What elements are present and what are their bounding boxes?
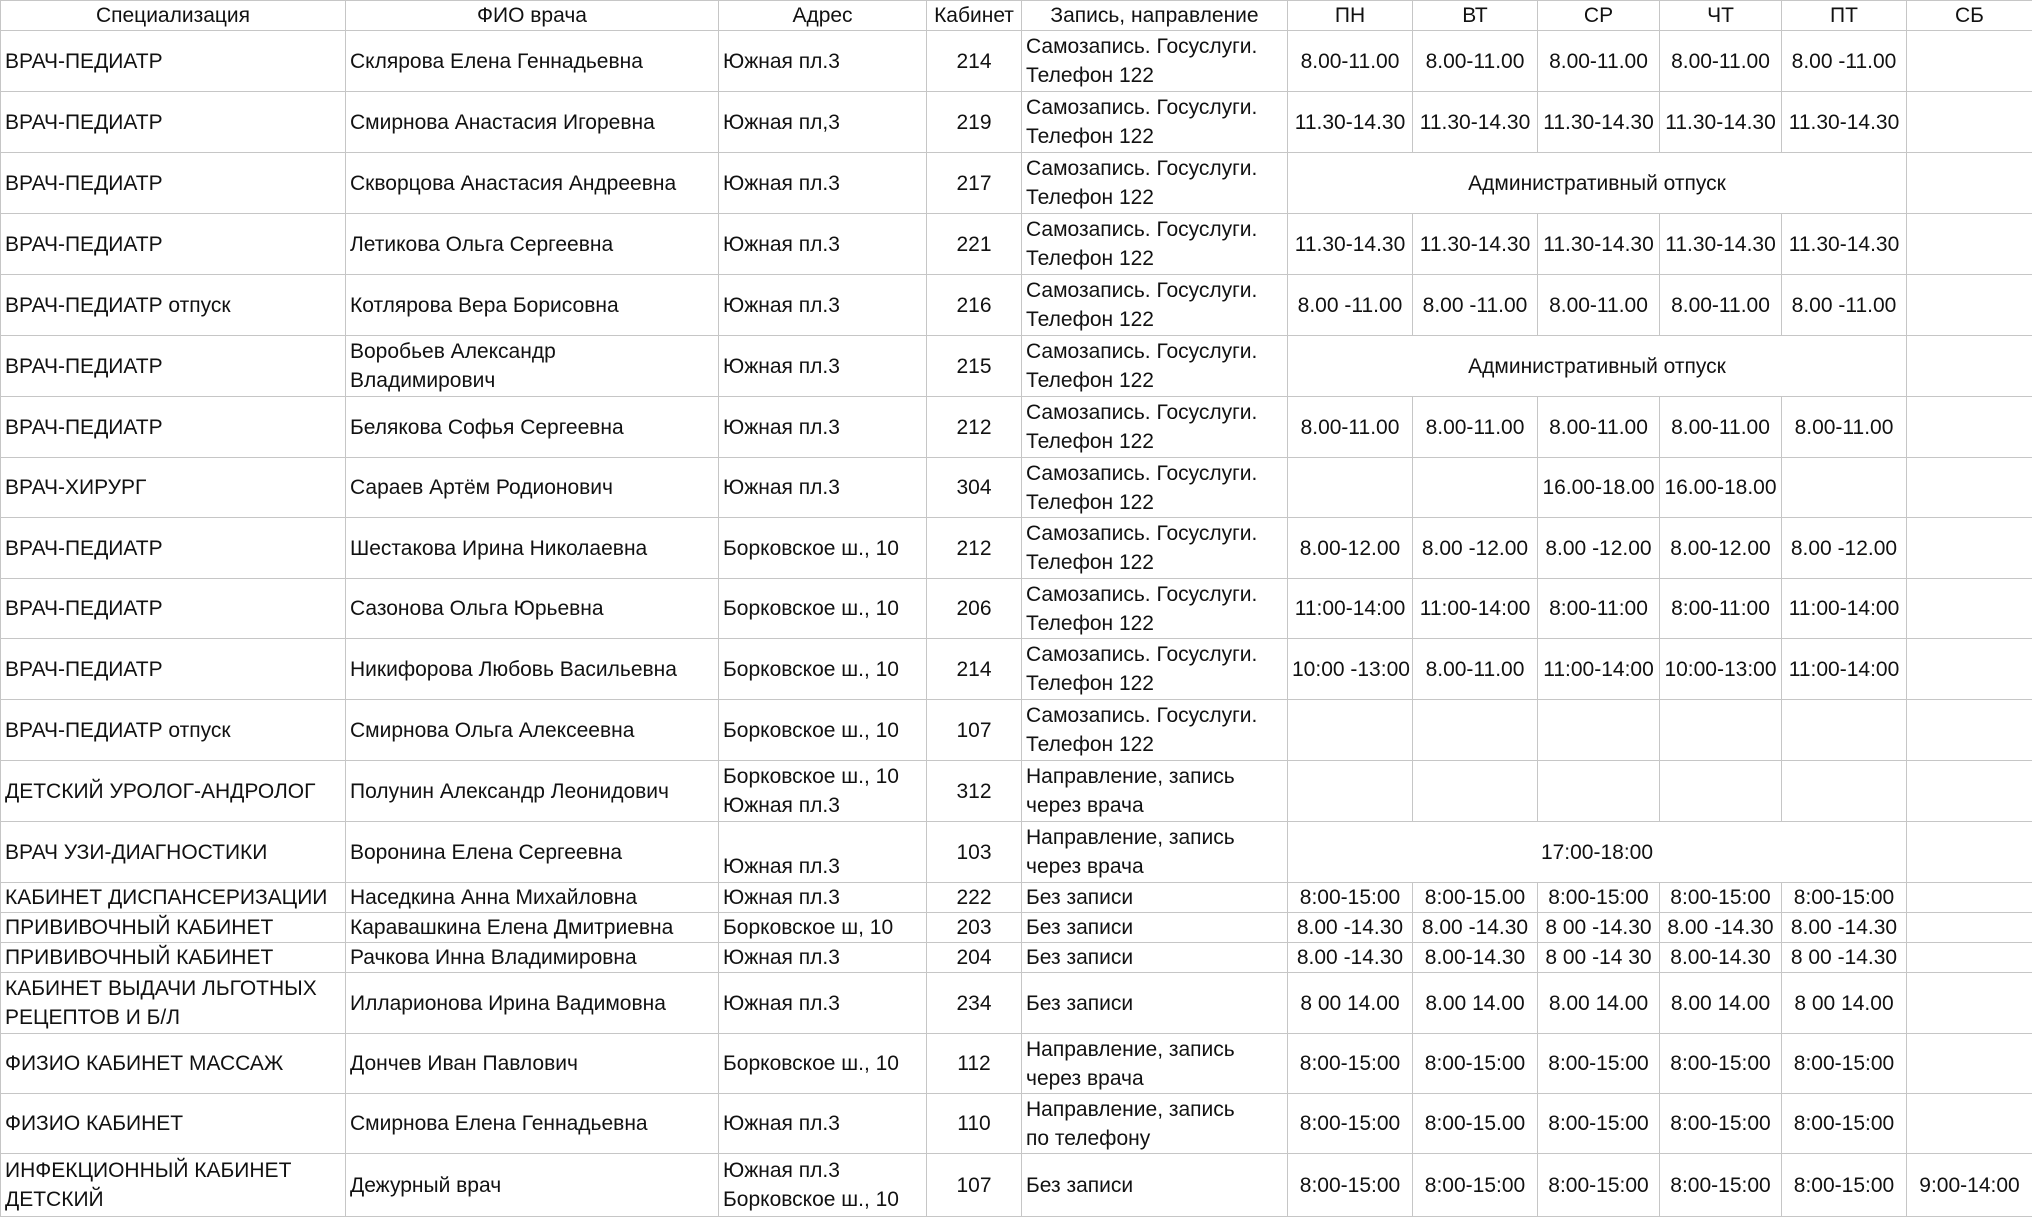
cell-cab[interactable]: 206 — [927, 579, 1022, 639]
cell-wed[interactable]: 8.00-11.00 — [1538, 397, 1660, 458]
cell-spec[interactable]: ВРАЧ-ПЕДИАТР отпуск — [1, 700, 346, 761]
cell-fri[interactable]: 8.00 -14.30 — [1782, 913, 1907, 943]
cell-wed[interactable]: 8.00-11.00 — [1538, 275, 1660, 336]
cell-wed[interactable]: 8.00 14.00 — [1538, 973, 1660, 1034]
cell-addr[interactable]: Южная пл.3 — [719, 31, 927, 92]
cell-sat[interactable] — [1907, 275, 2032, 336]
note-line: Телефон 122 — [1026, 672, 1154, 695]
cell-thu[interactable]: 8.00-12.00 — [1660, 518, 1782, 579]
cell-wed[interactable]: 8:00-15:00 — [1538, 1154, 1660, 1217]
note-line: Самозапись. Госуслуги. — [1026, 340, 1258, 363]
cell-fio[interactable]: Смирнова Елена Геннадьевна — [346, 1094, 719, 1154]
cell-fio[interactable]: Смирнова Анастасия Игоревна — [346, 92, 719, 153]
cell-sat[interactable] — [1907, 639, 2032, 700]
header-note[interactable]: Запись, направление — [1022, 1, 1288, 31]
cell-note[interactable]: Без записи — [1022, 973, 1288, 1034]
cell-cab[interactable]: 221 — [927, 214, 1022, 275]
table-row — [1, 913, 2032, 943]
cell-fri[interactable]: 8.00 -11.00 — [1782, 275, 1907, 336]
cell-tue[interactable] — [1413, 458, 1538, 518]
cell-tue[interactable]: 8.00-11.00 — [1413, 639, 1538, 700]
cell-addr[interactable]: Борковское ш, 10 — [719, 913, 927, 943]
cell-fio[interactable]: Наседкина Анна Михайловна — [346, 883, 719, 913]
cell-cab[interactable]: 222 — [927, 883, 1022, 913]
cell-fri[interactable]: 8 00 -14.30 — [1782, 943, 1907, 973]
cell-mon[interactable]: 10:00 -13:00 — [1288, 639, 1413, 700]
addr-line: Борковское ш., 10 — [723, 765, 899, 788]
cell-addr[interactable]: Борковское ш., 10 — [719, 518, 927, 579]
cell-fio[interactable]: Белякова Софья Сергеевна — [346, 397, 719, 458]
cell-tue[interactable] — [1413, 761, 1538, 822]
cell-thu[interactable]: 16.00-18.00 — [1660, 458, 1782, 518]
cell-cab[interactable]: 103 — [927, 822, 1022, 883]
spec-line: ИНФЕКЦИОННЫЙ КАБИНЕТ — [5, 1159, 292, 1182]
cell-sat[interactable] — [1907, 458, 2032, 518]
cell-tue[interactable]: 8.00 -11.00 — [1413, 275, 1538, 336]
table-row — [1, 943, 2032, 973]
cell-thu[interactable]: 8.00-14.30 — [1660, 943, 1782, 973]
cell-wed[interactable]: 8:00-15:00 — [1538, 1094, 1660, 1154]
note-line: Направление, запись — [1026, 1037, 1235, 1061]
cell-fio[interactable]: Илларионова Ирина Вадимовна — [346, 973, 719, 1034]
note-line: через врача — [1026, 855, 1144, 878]
cell-thu[interactable]: 8:00-15:00 — [1660, 1094, 1782, 1154]
cell-fri[interactable]: 8:00-15:00 — [1782, 883, 1907, 913]
cell-fio[interactable]: Летикова Ольга Сергеевна — [346, 214, 719, 275]
header-spec[interactable]: Специализация — [1, 1, 346, 31]
header-addr[interactable]: Адрес — [719, 1, 927, 31]
note-line: Направление, запись — [1026, 1097, 1235, 1121]
cell-cab[interactable]: 212 — [927, 397, 1022, 458]
cell-mon[interactable]: 8.00-12.00 — [1288, 518, 1413, 579]
cell-mon[interactable] — [1288, 700, 1413, 761]
cell-tue[interactable]: 8.00 14.00 — [1413, 973, 1538, 1034]
cell-mon[interactable]: 8:00-15:00 — [1288, 1154, 1413, 1217]
cell-fri[interactable] — [1782, 761, 1907, 822]
cell-sat[interactable] — [1907, 31, 2032, 92]
cell-note[interactable] — [1022, 579, 1288, 639]
table-row — [1, 336, 2032, 397]
cell-note[interactable] — [1022, 1034, 1288, 1094]
cell-cab[interactable]: 214 — [927, 639, 1022, 700]
header-cab[interactable]: Кабинет — [927, 1, 1022, 31]
note-line: Самозапись. Госуслуги. — [1026, 461, 1258, 485]
cell-thu[interactable] — [1660, 700, 1782, 761]
cell-note[interactable]: Без записи — [1022, 913, 1288, 943]
cell-tue[interactable]: 8.00-11.00 — [1413, 397, 1538, 458]
cell-mon[interactable]: 8.00 -14.30 — [1288, 943, 1413, 973]
cell-sat[interactable] — [1907, 518, 2032, 579]
table-row — [1, 458, 2032, 518]
header-thu[interactable]: ЧТ — [1660, 1, 1782, 31]
table-row — [1, 700, 2032, 761]
table-row — [1, 1034, 2032, 1094]
cell-thu[interactable]: 8.00-11.00 — [1660, 31, 1782, 92]
cell-fri[interactable] — [1782, 458, 1907, 518]
cell-mon[interactable]: 8.00-11.00 — [1288, 31, 1413, 92]
cell-fri[interactable]: 8.00 -11.00 — [1782, 31, 1907, 92]
cell-tue[interactable]: 11:00-14:00 — [1413, 579, 1538, 639]
cell-spec[interactable]: ПРИВИВОЧНЫЙ КАБИНЕТ — [1, 913, 346, 943]
cell-mon[interactable]: 8.00-11.00 — [1288, 397, 1413, 458]
cell-wed[interactable]: 11:00-14:00 — [1538, 639, 1660, 700]
cell-mon[interactable]: 8:00-15:00 — [1288, 1034, 1413, 1094]
cell-wed[interactable] — [1538, 761, 1660, 822]
cell-wed[interactable]: 8.00-11.00 — [1538, 31, 1660, 92]
cell-spec[interactable] — [1, 1154, 346, 1217]
cell-spec[interactable]: ВРАЧ-ПЕДИАТР — [1, 639, 346, 700]
cell-fri[interactable]: 11:00-14:00 — [1782, 579, 1907, 639]
cell-fio[interactable]: Дончев Иван Павлович — [346, 1034, 719, 1094]
cell-spec[interactable]: ВРАЧ-ПЕДИАТР — [1, 92, 346, 153]
cell-addr[interactable]: Южная пл.3 — [719, 883, 927, 913]
cell-sat[interactable] — [1907, 92, 2032, 153]
cell-fio[interactable] — [346, 336, 719, 397]
cell-addr[interactable]: Южная пл.3 — [719, 943, 927, 973]
cell-thu[interactable]: 8:00-15:00 — [1660, 1034, 1782, 1094]
cell-tue[interactable]: 8:00-15.00 — [1413, 883, 1538, 913]
cell-note[interactable]: Без записи — [1022, 1154, 1288, 1217]
note-line: Самозапись. Госуслуги. — [1026, 96, 1258, 119]
cell-mon[interactable]: 11:00-14:00 — [1288, 579, 1413, 639]
cell-note[interactable] — [1022, 639, 1288, 700]
note-line: Телефон 122 — [1026, 186, 1154, 209]
cell-cab[interactable]: 107 — [927, 700, 1022, 761]
addr-line: Южная пл.3 — [723, 1159, 840, 1182]
cell-addr[interactable] — [719, 822, 927, 883]
cell-mon[interactable] — [1288, 761, 1413, 822]
cell-addr[interactable]: Южная пл,3 — [719, 92, 927, 153]
cell-sat[interactable] — [1907, 973, 2032, 1034]
cell-wed[interactable]: 8:00-15:00 — [1538, 1034, 1660, 1094]
cell-fio[interactable]: Полунин Александр Леонидович — [346, 761, 719, 822]
fio-line: Владимирович — [350, 369, 496, 392]
note-line: Направление, запись — [1026, 765, 1235, 788]
cell-fio[interactable]: Дежурный врач — [346, 1154, 719, 1217]
cell-note[interactable] — [1022, 275, 1288, 336]
fio-line: Воробьев Александр — [350, 340, 556, 363]
cell-addr[interactable]: Борковское ш., 10 — [719, 1034, 927, 1094]
cell-fio[interactable]: Шестакова Ирина Николаевна — [346, 518, 719, 579]
cell-tue[interactable]: 11.30-14.30 — [1413, 214, 1538, 275]
cell-cab[interactable]: 312 — [927, 761, 1022, 822]
cell-cab[interactable]: 214 — [927, 31, 1022, 92]
cell-spec[interactable]: ВРАЧ-ПЕДИАТР — [1, 397, 346, 458]
cell-merged-schedule[interactable]: Административный отпуск — [1288, 153, 1907, 214]
addr-line: Южная пл.3 — [723, 855, 840, 878]
cell-fio[interactable]: Склярова Елена Геннадьевна — [346, 31, 719, 92]
cell-addr[interactable]: Южная пл.3 — [719, 214, 927, 275]
cell-note[interactable] — [1022, 1094, 1288, 1154]
cell-addr[interactable] — [719, 761, 927, 822]
cell-mon[interactable]: 8.00 -11.00 — [1288, 275, 1413, 336]
addr-line: Южная пл.3 — [723, 794, 840, 817]
note-line: Самозапись. Госуслуги. — [1026, 522, 1258, 545]
cell-fio[interactable]: Скворцова Анастасия Андреевна — [346, 153, 719, 214]
note-line: Самозапись. Госуслуги. — [1026, 401, 1258, 424]
cell-spec[interactable]: КАБИНЕТ ДИСПАНСЕРИЗАЦИИ — [1, 883, 346, 913]
table-row — [1, 822, 2032, 883]
cell-fio[interactable]: Сазонова Ольга Юрьевна — [346, 579, 719, 639]
cell-thu[interactable]: 11.30-14.30 — [1660, 92, 1782, 153]
note-line: по телефону — [1026, 1126, 1151, 1150]
header-fri[interactable]: ПТ — [1782, 1, 1907, 31]
cell-sat[interactable] — [1907, 700, 2032, 761]
cell-tue[interactable]: 8.00 -14.30 — [1413, 913, 1538, 943]
cell-thu[interactable]: 10:00-13:00 — [1660, 639, 1782, 700]
cell-addr[interactable]: Южная пл.3 — [719, 275, 927, 336]
cell-sat[interactable] — [1907, 913, 2032, 943]
cell-sat[interactable] — [1907, 761, 2032, 822]
cell-wed[interactable]: 8:00-11:00 — [1538, 579, 1660, 639]
cell-wed[interactable]: 8.00 -12.00 — [1538, 518, 1660, 579]
table-row — [1, 397, 2032, 458]
cell-fio[interactable]: Рачкова Инна Владимировна — [346, 943, 719, 973]
cell-merged-schedule[interactable]: 17:00-18:00 — [1288, 822, 1907, 883]
note-line: Телефон 122 — [1026, 369, 1154, 392]
cell-note[interactable]: Без записи — [1022, 883, 1288, 913]
cell-thu[interactable]: 8:00-11:00 — [1660, 579, 1782, 639]
table-row — [1, 579, 2032, 639]
note-line: Самозапись. Госуслуги. — [1026, 218, 1258, 241]
cell-addr[interactable]: Южная пл.3 — [719, 1094, 927, 1154]
cell-addr[interactable]: Южная пл.3 — [719, 336, 927, 397]
cell-cab[interactable]: 110 — [927, 1094, 1022, 1154]
note-line: Самозапись. Госуслуги. — [1026, 582, 1258, 606]
cell-spec[interactable]: ВРАЧ-ПЕДИАТР — [1, 336, 346, 397]
table-row — [1, 973, 2032, 1034]
note-line: Телефон 122 — [1026, 247, 1154, 270]
cell-wed[interactable]: 11.30-14.30 — [1538, 214, 1660, 275]
cell-cab[interactable]: 107 — [927, 1154, 1022, 1217]
cell-addr[interactable]: Южная пл.3 — [719, 973, 927, 1034]
note-line: через врача — [1026, 794, 1144, 817]
cell-sat[interactable] — [1907, 1034, 2032, 1094]
cell-sat[interactable] — [1907, 1094, 2032, 1154]
note-line: Телефон 122 — [1026, 308, 1154, 331]
cell-wed[interactable]: 8:00-15:00 — [1538, 883, 1660, 913]
cell-thu[interactable]: 8:00-15:00 — [1660, 883, 1782, 913]
cell-fio[interactable]: Сараев Артём Родионович — [346, 458, 719, 518]
cell-cab[interactable]: 112 — [927, 1034, 1022, 1094]
cell-tue[interactable]: 8.00-11.00 — [1413, 31, 1538, 92]
cell-note[interactable] — [1022, 458, 1288, 518]
cell-fio[interactable]: Котлярова Вера Борисовна — [346, 275, 719, 336]
cell-spec[interactable]: ВРАЧ-ПЕДИАТР — [1, 579, 346, 639]
note-line: Телефон 122 — [1026, 125, 1154, 148]
cell-addr[interactable]: Южная пл.3 — [719, 153, 927, 214]
table-row — [1, 153, 2032, 214]
cell-addr[interactable]: Южная пл.3 — [719, 397, 927, 458]
note-line: Самозапись. Госуслуги. — [1026, 279, 1258, 302]
table-row — [1, 639, 2032, 700]
table-row — [1, 761, 2032, 822]
table-row — [1, 92, 2032, 153]
spec-line: КАБИНЕТ ВЫДАЧИ ЛЬГОТНЫХ — [5, 977, 317, 1000]
cell-cab[interactable]: 216 — [927, 275, 1022, 336]
cell-mon[interactable]: 8:00-15:00 — [1288, 1094, 1413, 1154]
note-line: Телефон 122 — [1026, 551, 1154, 574]
cell-spec[interactable]: ВРАЧ-ПЕДИАТР — [1, 518, 346, 579]
cell-note[interactable] — [1022, 761, 1288, 822]
cell-tue[interactable]: 8:00-15.00 — [1413, 1094, 1538, 1154]
cell-spec[interactable]: ВРАЧ-ХИРУРГ — [1, 458, 346, 518]
cell-note[interactable] — [1022, 92, 1288, 153]
cell-fri[interactable]: 11:00-14:00 — [1782, 639, 1907, 700]
cell-spec[interactable]: ФИЗИО КАБИНЕТ — [1, 1094, 346, 1154]
cell-spec[interactable]: ВРАЧ-ПЕДИАТР отпуск — [1, 275, 346, 336]
cell-mon[interactable]: 8:00-15:00 — [1288, 883, 1413, 913]
table-row — [1, 31, 2032, 92]
cell-thu[interactable]: 11.30-14.30 — [1660, 214, 1782, 275]
cell-addr[interactable]: Борковское ш., 10 — [719, 700, 927, 761]
cell-addr[interactable]: Борковское ш., 10 — [719, 639, 927, 700]
cell-wed[interactable] — [1538, 700, 1660, 761]
cell-sat[interactable] — [1907, 153, 2032, 214]
cell-spec[interactable]: ВРАЧ-ПЕДИАТР — [1, 153, 346, 214]
cell-wed[interactable]: 11.30-14.30 — [1538, 92, 1660, 153]
cell-sat[interactable] — [1907, 943, 2032, 973]
cell-spec[interactable]: ВРАЧ-ПЕДИАТР — [1, 214, 346, 275]
cell-fio[interactable]: Никифорова Любовь Васильевна — [346, 639, 719, 700]
cell-wed[interactable]: 8 00 -14 30 — [1538, 943, 1660, 973]
cell-fri[interactable]: 11.30-14.30 — [1782, 214, 1907, 275]
cell-sat[interactable] — [1907, 336, 2032, 397]
header-mon[interactable]: ПН — [1288, 1, 1413, 31]
cell-sat[interactable] — [1907, 579, 2032, 639]
note-line: Самозапись. Госуслуги. — [1026, 643, 1258, 666]
cell-cab[interactable]: 219 — [927, 92, 1022, 153]
cell-note[interactable] — [1022, 31, 1288, 92]
cell-sat[interactable] — [1907, 883, 2032, 913]
table-row — [1, 883, 2032, 913]
cell-fri[interactable]: 8 00 14.00 — [1782, 973, 1907, 1034]
note-line: Телефон 122 — [1026, 611, 1154, 635]
cell-tue[interactable]: 8:00-15:00 — [1413, 1034, 1538, 1094]
cell-fri[interactable]: 8:00-15:00 — [1782, 1094, 1907, 1154]
note-line: через врача — [1026, 1066, 1144, 1090]
cell-cab[interactable]: 212 — [927, 518, 1022, 579]
header-fio[interactable]: ФИО врача — [346, 1, 719, 31]
cell-spec[interactable]: ВРАЧ УЗИ-ДИАГНОСТИКИ — [1, 822, 346, 883]
cell-fio[interactable]: Каравашкина Елена Дмитриевна — [346, 913, 719, 943]
table-row — [1, 275, 2032, 336]
cell-note[interactable] — [1022, 397, 1288, 458]
table-row — [1, 1154, 2032, 1217]
cell-note[interactable] — [1022, 336, 1288, 397]
cell-tue[interactable]: 8.00-14.30 — [1413, 943, 1538, 973]
cell-fri[interactable]: 8:00-15:00 — [1782, 1034, 1907, 1094]
cell-cab[interactable]: 234 — [927, 973, 1022, 1034]
spec-line: РЕЦЕПТОВ И Б/Л — [5, 1006, 181, 1029]
cell-cab[interactable]: 215 — [927, 336, 1022, 397]
cell-cab[interactable]: 203 — [927, 913, 1022, 943]
cell-tue[interactable]: 11.30-14.30 — [1413, 92, 1538, 153]
cell-merged-schedule[interactable]: Административный отпуск — [1288, 336, 1907, 397]
cell-thu[interactable]: 8.00 14.00 — [1660, 973, 1782, 1034]
addr-line: Борковское ш., 10 — [723, 1188, 899, 1211]
note-line: Телефон 122 — [1026, 64, 1154, 87]
cell-mon[interactable]: 11.30-14.30 — [1288, 92, 1413, 153]
cell-addr[interactable]: Борковское ш., 10 — [719, 579, 927, 639]
cell-mon[interactable]: 8.00 -14.30 — [1288, 913, 1413, 943]
note-line: Телефон 122 — [1026, 733, 1154, 756]
table-row — [1, 214, 2032, 275]
cell-sat[interactable] — [1907, 822, 2032, 883]
cell-thu[interactable]: 8.00 -14.30 — [1660, 913, 1782, 943]
cell-spec[interactable]: ДЕТСКИЙ УРОЛОГ-АНДРОЛОГ — [1, 761, 346, 822]
cell-note[interactable] — [1022, 518, 1288, 579]
cell-fri[interactable]: 8.00-11.00 — [1782, 397, 1907, 458]
cell-note[interactable] — [1022, 153, 1288, 214]
cell-thu[interactable]: 8:00-15:00 — [1660, 1154, 1782, 1217]
cell-tue[interactable]: 8:00-15:00 — [1413, 1154, 1538, 1217]
header-wed[interactable]: СР — [1538, 1, 1660, 31]
cell-spec[interactable]: ВРАЧ-ПЕДИАТР — [1, 31, 346, 92]
cell-wed[interactable]: 16.00-18.00 — [1538, 458, 1660, 518]
cell-fri[interactable]: 8.00 -12.00 — [1782, 518, 1907, 579]
header-sat[interactable]: СБ — [1907, 1, 2032, 31]
cell-fri[interactable]: 11.30-14.30 — [1782, 92, 1907, 153]
cell-spec[interactable] — [1, 973, 346, 1034]
cell-mon[interactable] — [1288, 458, 1413, 518]
cell-sat[interactable] — [1907, 214, 2032, 275]
note-line: Телефон 122 — [1026, 490, 1154, 514]
cell-addr[interactable]: Южная пл.3 — [719, 458, 927, 518]
cell-thu[interactable]: 8.00-11.00 — [1660, 397, 1782, 458]
note-line: Самозапись. Госуслуги. — [1026, 35, 1258, 58]
table-row — [1, 1094, 2032, 1154]
cell-fri[interactable]: 8:00-15:00 — [1782, 1154, 1907, 1217]
table-row — [1, 518, 2032, 579]
cell-fio[interactable]: Смирнова Ольга Алексеевна — [346, 700, 719, 761]
cell-fio[interactable]: Воронина Елена Сергеевна — [346, 822, 719, 883]
cell-addr[interactable] — [719, 1154, 927, 1217]
cell-note[interactable] — [1022, 214, 1288, 275]
cell-thu[interactable] — [1660, 761, 1782, 822]
header-tue[interactable]: ВТ — [1413, 1, 1538, 31]
note-line: Направление, запись — [1026, 826, 1235, 849]
spec-line: ДЕТСКИЙ — [5, 1188, 104, 1211]
cell-sat[interactable]: 9:00-14:00 — [1907, 1154, 2032, 1217]
cell-note[interactable] — [1022, 822, 1288, 883]
cell-cab[interactable]: 304 — [927, 458, 1022, 518]
cell-mon[interactable]: 11.30-14.30 — [1288, 214, 1413, 275]
cell-note[interactable]: Без записи — [1022, 943, 1288, 973]
cell-sat[interactable] — [1907, 397, 2032, 458]
addr-line — [723, 823, 922, 852]
header-row — [1, 1, 2032, 31]
note-line: Самозапись. Госуслуги. — [1026, 704, 1258, 727]
cell-thu[interactable]: 8.00-11.00 — [1660, 275, 1782, 336]
cell-cab[interactable]: 217 — [927, 153, 1022, 214]
note-line: Самозапись. Госуслуги. — [1026, 157, 1258, 180]
cell-tue[interactable] — [1413, 700, 1538, 761]
cell-mon[interactable]: 8 00 14.00 — [1288, 973, 1413, 1034]
cell-spec[interactable]: ПРИВИВОЧНЫЙ КАБИНЕТ — [1, 943, 346, 973]
cell-wed[interactable]: 8 00 -14.30 — [1538, 913, 1660, 943]
cell-cab[interactable]: 204 — [927, 943, 1022, 973]
note-line: Телефон 122 — [1026, 430, 1154, 453]
cell-spec[interactable]: ФИЗИО КАБИНЕТ МАССАЖ — [1, 1034, 346, 1094]
cell-tue[interactable]: 8.00 -12.00 — [1413, 518, 1538, 579]
cell-note[interactable] — [1022, 700, 1288, 761]
cell-fri[interactable] — [1782, 700, 1907, 761]
